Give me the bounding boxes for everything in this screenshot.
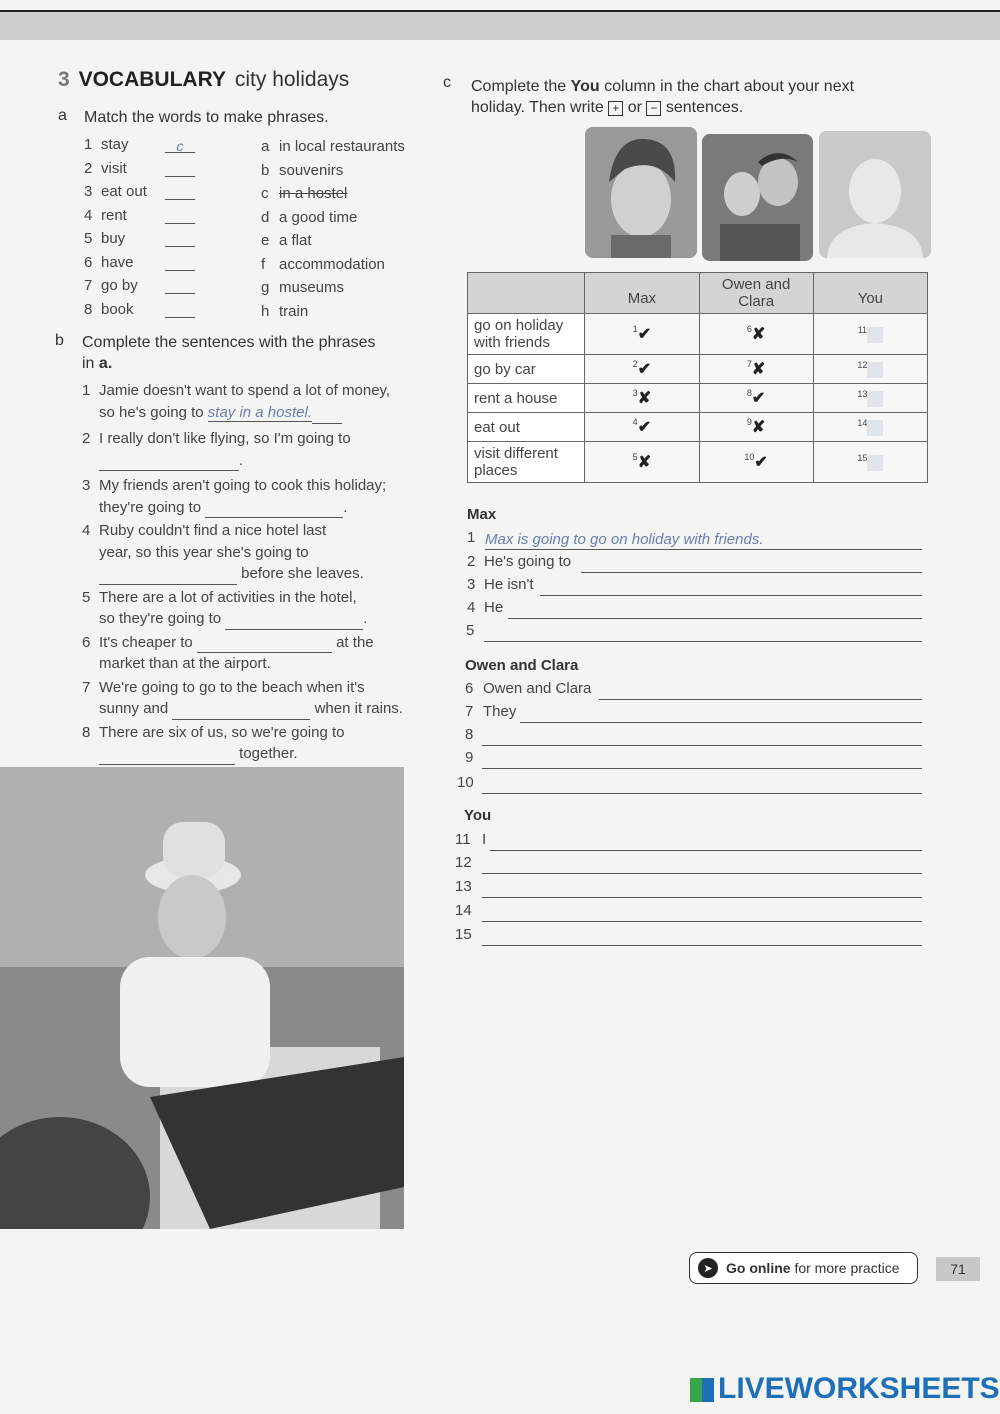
line-11-number: 11 [455, 831, 471, 848]
top-bar [0, 10, 1000, 40]
answer-input-b2[interactable] [99, 456, 239, 471]
chart-row-label: visit different places [468, 442, 585, 483]
match-left-list [84, 136, 195, 324]
match-left-item: 5 buy [84, 230, 195, 254]
go-online-button[interactable] [689, 1252, 918, 1284]
line-6-number: 6 [465, 680, 474, 697]
part-c-instruction: Complete the You column in the chart about your next holiday. Then write + or − sentences. [471, 78, 855, 116]
you-answer-input[interactable] [867, 420, 883, 436]
chart-row [468, 355, 928, 384]
chart-cell-owen-clara: $^{10}$✔ [699, 442, 813, 483]
answer-input-b1[interactable]: stay in a hostel. [207, 403, 313, 421]
check-icon: ✔ [637, 419, 652, 436]
owen-clara-photo-illustration [702, 134, 813, 261]
check-icon: ✔ [754, 454, 768, 471]
page-number: 71 [936, 1257, 980, 1281]
go-online-rest: for more practice [794, 1260, 900, 1276]
match-right-item: b souvenirs [261, 161, 344, 179]
sentence-1: 1 Jamie doesn't want to spend a lot of money, so he's going to stay in a hostel. [82, 380, 412, 424]
sentence-7: 7 We're going to go to the beach when it's sunny and when it rains. [82, 677, 412, 720]
match-answer-input[interactable] [165, 256, 195, 271]
you-answer-input[interactable] [867, 391, 883, 407]
answer-line-11[interactable] [490, 849, 922, 851]
check-icon: ✔ [637, 326, 652, 343]
match-right-item: f accommodation [261, 255, 385, 273]
you-answer-input[interactable] [867, 327, 883, 343]
person-silhouette-icon [819, 131, 931, 258]
chart-header-max: Max [585, 273, 699, 314]
line-2-number: 2 [467, 553, 476, 570]
answer-line-14[interactable] [482, 920, 922, 922]
answer-line-13[interactable] [482, 896, 922, 898]
line-3-start: He isn't [484, 576, 534, 593]
line-7-number: 7 [465, 703, 474, 720]
chart-row [468, 442, 928, 483]
match-left-item: 1 stay c [84, 136, 195, 160]
you-heading: You [464, 807, 492, 824]
line-1-number: 1 [467, 529, 476, 546]
part-a-letter: a [58, 107, 67, 124]
part-b-instruction: Complete the sentences with the phrases in a. [82, 334, 376, 372]
chart-cell-max: $^4$✔ [585, 413, 699, 442]
match-right-item: h train [261, 302, 309, 320]
section-subtitle: city holidays [234, 68, 350, 91]
chart-row-label: eat out [468, 413, 585, 442]
answer-line-2[interactable] [581, 571, 922, 573]
answer-input-b5[interactable] [225, 615, 363, 630]
chart-cell-you: 14 [813, 413, 927, 442]
chart-header-empty [468, 273, 585, 314]
section-heading [58, 68, 349, 92]
sentence-5: 5 There are a lot of activities in the hotel, so they're going to . [82, 587, 412, 630]
cross-icon: ✘ [637, 390, 652, 407]
match-right-item: d a good time [261, 208, 358, 226]
cross-icon: ✘ [751, 361, 766, 378]
chart-cell-max: $^1$✔ [585, 314, 699, 355]
match-answer-input[interactable] [165, 232, 195, 247]
line-8-number: 8 [465, 726, 474, 743]
answer-input-b8[interactable] [99, 750, 235, 765]
answer-line-8[interactable] [482, 744, 922, 746]
answer-line-15[interactable] [482, 944, 922, 946]
answer-line-3[interactable] [540, 594, 922, 596]
answer-line-4[interactable] [508, 617, 922, 619]
line-4-number: 4 [467, 599, 476, 616]
chart-row-label: go on holiday with friends [468, 314, 585, 355]
match-answer-input[interactable] [165, 303, 195, 318]
owen-clara-heading: Owen and Clara [465, 657, 579, 674]
max-heading: Max [467, 506, 497, 523]
go-online-bold: Go online [726, 1260, 791, 1276]
liveworksheets-logo-icon [690, 1378, 714, 1402]
answer-line-5[interactable] [484, 640, 922, 642]
match-answer-input[interactable] [165, 209, 195, 224]
line-6-start: Owen and Clara [483, 680, 592, 697]
line-2-start: He's going to [484, 553, 572, 570]
match-answer-input[interactable] [165, 185, 195, 200]
part-b-letter: b [55, 332, 64, 349]
match-answer-input[interactable] [165, 279, 195, 294]
match-left-item: 3 eat out [84, 183, 195, 207]
section-number: 3 [58, 68, 70, 91]
match-left-item: 2 visit [84, 160, 195, 184]
line-1-example: Max is going to go on holiday with friends. [485, 531, 764, 548]
sentence-6: 6 It's cheaper to at the market than at the airport. [82, 633, 374, 672]
line-3-number: 3 [467, 576, 476, 593]
answer-input-b7[interactable] [172, 705, 310, 720]
chart-header-row [468, 273, 928, 314]
liveworksheets-logo: LIVEWORKSHEETS [690, 1372, 1000, 1406]
match-left-item: 6 have [84, 254, 195, 278]
cross-icon: ✘ [637, 454, 652, 471]
match-answer-input[interactable] [165, 162, 195, 177]
sentence-3: 3 My friends aren't going to cook this holiday; they're going to . [82, 475, 412, 518]
you-silhouette [819, 131, 931, 258]
answer-line-1[interactable] [485, 548, 922, 550]
section-title: VOCABULARY [78, 68, 226, 91]
tourist-photo [0, 767, 404, 1229]
max-photo-illustration [585, 127, 697, 258]
chart-cell-you: 13 [813, 384, 927, 413]
part-c-letter: c [443, 74, 451, 91]
chart-cell-owen-clara: $^8$✔ [699, 384, 813, 413]
max-photo [585, 127, 697, 258]
answer-input-b3[interactable] [205, 503, 343, 518]
chart-row [468, 384, 928, 413]
minus-box-icon: − [646, 101, 661, 116]
sentence-4: 4 Ruby couldn't find a nice hotel last year, so this year she's going to before she leaves. [82, 520, 412, 585]
line-15-number: 15 [455, 926, 472, 943]
chart-cell-max: $^2$✔ [585, 355, 699, 384]
match-left-item: 4 rent [84, 207, 195, 231]
match-answer-input[interactable]: c [165, 138, 195, 153]
answer-input-b4[interactable] [99, 570, 237, 585]
tourist-photo-illustration [0, 767, 404, 1229]
chart-cell-owen-clara: $^6$✘ [699, 314, 813, 355]
chart-cell-you: 12 [813, 355, 927, 384]
line-10-number: 10 [457, 774, 474, 791]
part-a-instruction: Match the words to make phrases. [84, 109, 329, 126]
answer-line-12[interactable] [482, 872, 922, 874]
chart-cell-you: 15 [813, 442, 927, 483]
check-icon: ✔ [751, 390, 766, 407]
answer-line-9[interactable] [482, 767, 922, 769]
cross-icon: ✘ [751, 419, 766, 436]
owen-clara-photo [702, 134, 813, 261]
line-11-start: I [482, 831, 487, 848]
chart-header-owen-clara: Owen and Clara [699, 273, 813, 314]
sentence-8: 8 There are six of us, so we're going to together. [82, 722, 412, 765]
line-5-number: 5 [466, 622, 475, 639]
line-4-start: He [484, 599, 504, 616]
chart-row-label: rent a house [468, 384, 585, 413]
holiday-chart [467, 272, 928, 483]
answer-line-7[interactable] [520, 721, 922, 723]
chart-cell-max: $^5$✘ [585, 442, 699, 483]
cursor-icon: ➤ [698, 1258, 718, 1278]
line-9-number: 9 [465, 749, 474, 766]
line-14-number: 14 [455, 902, 472, 919]
answer-input-b6[interactable] [197, 638, 332, 653]
chart-cell-you: 11 [813, 314, 927, 355]
chart-row-label: go by car [468, 355, 585, 384]
chart-header-you: You [813, 273, 927, 314]
match-left-item: 8 book [84, 301, 195, 325]
you-answer-input[interactable] [867, 455, 883, 471]
match-right-list [261, 138, 405, 326]
plus-box-icon: + [608, 101, 623, 116]
match-right-item: a in local restaurants [261, 138, 405, 155]
check-icon: ✔ [637, 361, 652, 378]
chart-cell-owen-clara: $^7$✘ [699, 355, 813, 384]
answer-line-10[interactable] [482, 792, 922, 794]
chart-row [468, 413, 928, 442]
match-left-item: 7 go by [84, 277, 195, 301]
line-7-start: They [483, 703, 517, 720]
line-13-number: 13 [455, 878, 472, 895]
chart-cell-max: $^3$✘ [585, 384, 699, 413]
match-right-item: e a flat [261, 232, 312, 249]
match-right-item: g museums [261, 279, 345, 296]
sentence-2: 2 I really don't like flying, so I'm going to . [82, 428, 412, 471]
chart-row [468, 314, 928, 355]
you-answer-input[interactable] [867, 362, 883, 378]
answer-line-6[interactable] [599, 698, 922, 700]
cross-icon: ✘ [751, 326, 766, 343]
match-right-item: c in a hostel [261, 185, 348, 202]
line-12-number: 12 [455, 854, 472, 871]
sentences-b [82, 380, 412, 765]
chart-cell-owen-clara: $^9$✘ [699, 413, 813, 442]
